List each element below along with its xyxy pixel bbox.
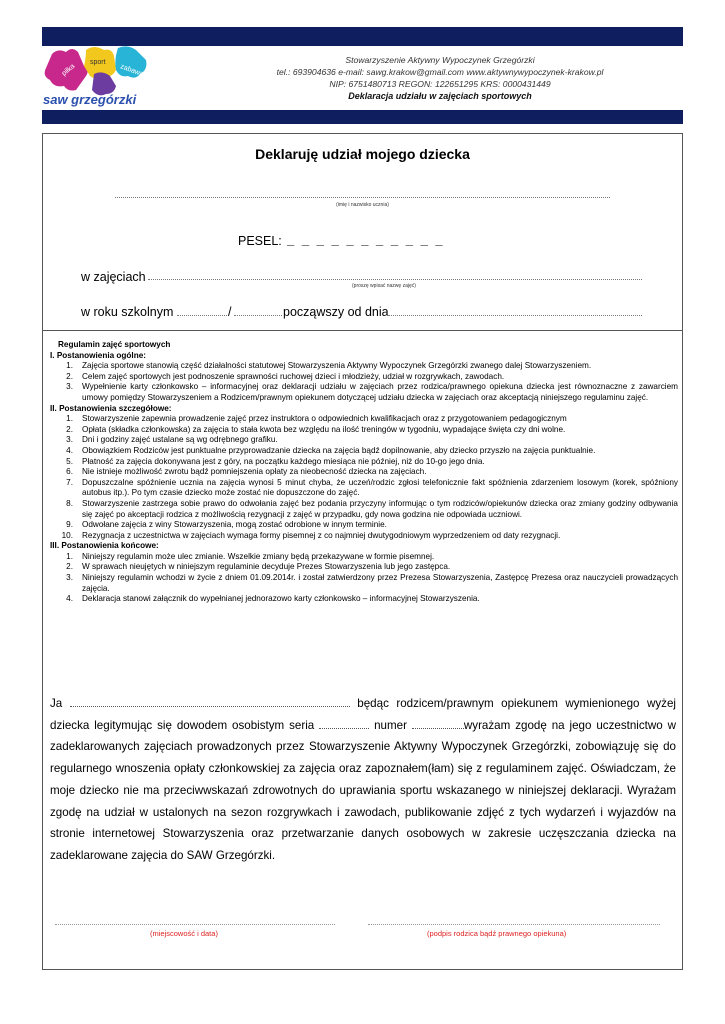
list-item: 4. Deklaracja stanowi załącznik do wypełnianej jednorazowo karty członkowsko – informacyjnej Stowarzyszenia.	[66, 594, 480, 604]
document-title: Deklaracja udziału w zajęciach sportowych	[348, 91, 532, 101]
list-item: 10. Rezygnacja z uczestnictwa w zajęciach wymaga formy pisemnej z co najmniej dwutygodniowym wyprzedzeniem od daty rezygnacji.	[61, 530, 561, 540]
list-item: 4. Obowiązkiem Rodziców jest punktualne przyprowadzanie dziecka na zajęcia bądź dopilnowanie, aby dziecko przyszło na zajęcia punktualnie.	[66, 445, 596, 455]
list-item: 1. Niniejszy regulamin może ulec zmianie. Wszelkie zmiany będą przekazywane w formie pisemnej.	[66, 551, 435, 561]
parent-signature-note: (podpis rodzica bądź prawnego opiekuna)	[427, 929, 567, 938]
place-date-field[interactable]	[55, 924, 335, 925]
list-item: 3. Dni i godziny zajęć ustalane są wg odrębnego grafiku.	[66, 435, 278, 445]
list-item: 8. Stowarzyszenie zastrzega sobie prawo do odwołania zajęć bez podania przyczyny informując o tym rodziców/opiekunów dziecka oraz zmiany godziny odbywania się zajęć po akceptacji rodzica z możliwością rezygnacji z zajęć w przypadku, gdy nowa godzina nie odpowiada uczniowi.	[66, 498, 678, 519]
list-item: 5. Płatność za zajęcia dokonywana jest z góry, na początku każdego miesiąca nie później, niż do 10-go jego dnia.	[66, 456, 485, 466]
start-date-label: począwszy od dnia	[283, 305, 389, 319]
org-name: Stowarzyszenie Aktywny Wypoczynek Grzegórzki	[345, 55, 535, 65]
section-heading: II. Postanowienia szczegółowe:	[50, 403, 172, 413]
contact-line: tel.: 693904636 e-mail: sawg.krakow@gmail.com www.aktywnywypoczynek-krakow.pl	[276, 67, 604, 77]
header-bottom-band	[42, 110, 683, 124]
list-item: 3. Niniejszy regulamin wchodzi w życie z dniem 01.09.2014r. i został zatwierdzony przez Prezesa Stowarzyszenia, Zastępcę Prezesa oraz nauczycieli prowadzących zajęcia.	[66, 573, 678, 593]
header-info	[190, 54, 690, 102]
list-item: 9. Odwołane zajęcia z winy Stowarzyszenia, mogą zostać odrobione w innym terminie.	[66, 520, 387, 530]
parent-signature-field[interactable]	[368, 924, 660, 925]
declaration-text: Ja	[50, 697, 63, 710]
id-series-field[interactable]	[319, 719, 369, 729]
form-title: Deklaruję udział mojego dziecka	[255, 146, 470, 162]
student-name-note: (imię i nazwisko ucznia)	[336, 202, 389, 208]
section-heading: I. Postanowienia ogólne:	[50, 350, 146, 360]
school-year-separator: /	[228, 305, 232, 319]
school-year-label: w roku szkolnym	[81, 305, 174, 319]
start-date-field[interactable]	[387, 315, 642, 316]
parent-declaration	[50, 693, 676, 867]
logo-word-pilka: piłka	[60, 62, 77, 78]
list-item: 1. Stowarzyszenie zapewnia prowadzenie zajęć przez instruktora o odpowiednich kwalifikacjach oraz z przygotowaniem pedagogicznym	[66, 414, 567, 424]
pesel-label: PESEL:	[238, 234, 282, 248]
declaration-text: będąc rodzicem/prawnym opiekunem wymienionego wyżej dziecka legitymując się dowodem osobistym seria	[50, 697, 676, 732]
parent-name-field[interactable]	[70, 697, 350, 707]
list-item: 3. Wypełnienie karty członkowsko – informacyjnej oraz deklaracji udziału w zajęciach przez rodzica/prawnego opiekuna dziecka jest równoznaczne z zawarciem umowy pomiędzy Stowarzyszeniem a Rodzicem/prawnym opiekunem dotyczącej udziału dziecka w zajęciach oraz akceptacją niniejszego regulaminu zajęć.	[66, 382, 678, 402]
list-item: 2. Opłata (składka członkowska) za zajęcia to stała kwota bez względu na ilość treningów w tygodniu, wypadające święta czy dni wolne.	[66, 424, 566, 434]
classes-label: w zajęciach	[81, 270, 146, 284]
logo-word-zabawa: zabawa	[119, 63, 145, 79]
registry-ids: NIP: 6751480713 REGON: 122651295 KRS: 0000431449	[329, 79, 551, 89]
section-heading: III. Postanowienia końcowe:	[50, 541, 159, 551]
list-item: 2. W sprawach nieujętych w niniejszym regulaminie decyduje Prezes Stowarzyszenia lub jego zastępca.	[66, 562, 451, 572]
regulations-title: Regulamin zajęć sportowych	[58, 340, 171, 349]
logo-text: saw grzegórzki	[43, 92, 137, 107]
classes-field[interactable]	[148, 279, 642, 280]
list-item: 2. Celem zajęć sportowych jest podnoszenie sprawności ruchowej dzieci i młodzieży, udział w rozgrywkach, zawodach.	[66, 371, 505, 381]
declaration-text: numer	[374, 718, 407, 732]
list-item: 6. Nie istnieje możliwość zwrotu bądź pomniejszenia opłaty za nieobecność dziecka na zajęciach.	[66, 467, 427, 477]
logo-word-sport: sport	[90, 59, 106, 66]
id-number-field[interactable]	[412, 719, 464, 729]
pesel-field[interactable]: _ _ _ _ _ _ _ _ _ _ _	[287, 232, 445, 247]
place-date-note: (miejscowość i data)	[150, 929, 218, 938]
classes-note: (proszę wpisać nazwę zajęć)	[352, 283, 416, 289]
list-item: 7. Dopuszczalne spóźnienie ucznia na zajęcia wynosi 5 minut chyba, że uczeń/rodzic zgłosi telefonicznie fakt spóźnienia zdarzeniem losowym (korek, spóźniony autobus itp.). Po tym czasie dziecko może zostać nie dopuszczone do zajęć.	[66, 477, 678, 498]
list-item: 1. Zajęcia sportowe stanowią część działalności statutowej Stowarzyszenia Aktywny Wypoczynek Grzegórzki zwanego dalej Stowarzyszeniem.	[66, 361, 592, 371]
regulations	[50, 340, 678, 605]
school-year-end-field[interactable]	[234, 315, 282, 316]
declaration-text: wyrażam zgodę na jego uczestnictwo w zadeklarowanych zajęciach prowadzonych przez Stowarzyszenie Aktywny Wypoczynek Grzegórzki, zobowiązuję się do regularnego wnoszenia opłaty członkowskiej za zajęcia oraz zapoznałem(łam) się z regulaminem zajęć. Oświadczam, że moje dziecko nie ma przeciwwskazań zdrowotnych do uprawiania sportu wskazanego w niniejszej deklaracji. Wyrażam zgodę na udział w ustalonych na sezon rozgrywkach i zawodach, publikowanie zdjęć z tych wydarzeń i wyjazdów na stronie internetowej Stowarzyszenia oraz przetwarzanie danych osobowych w zakresie uczęszczania dziecka na zadeklarowane zajęcia do SAW Grzegórzki.	[50, 718, 676, 862]
form-divider	[42, 330, 683, 331]
school-year-start-field[interactable]	[177, 315, 227, 316]
student-name-field[interactable]	[115, 197, 610, 198]
